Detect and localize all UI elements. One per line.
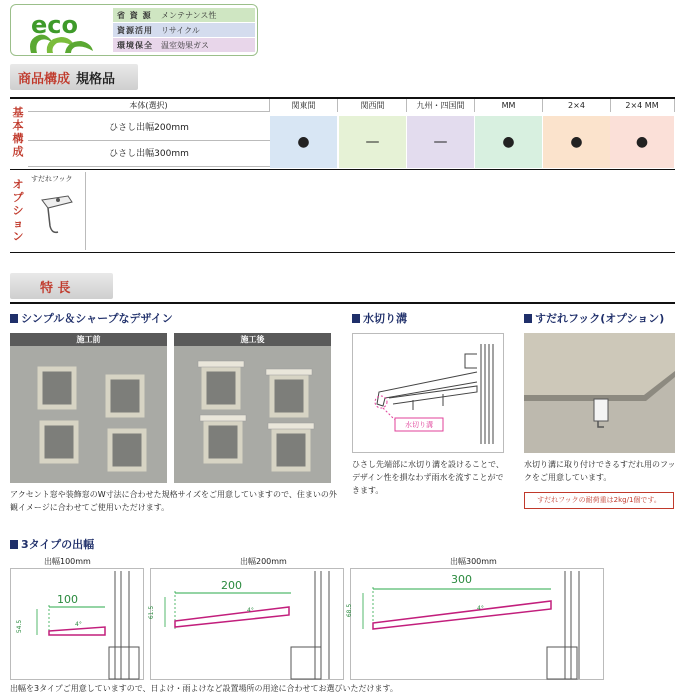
drip-diagram bbox=[352, 333, 504, 453]
col-mark-0: ● bbox=[270, 116, 338, 168]
hook-photo bbox=[524, 333, 675, 453]
hook-text: 水切り溝に取り付けできるすだれ用のフックをご用意しています。 bbox=[524, 460, 676, 482]
col-header-4: 2×4 bbox=[543, 99, 611, 112]
col-mark-5: ● bbox=[610, 116, 675, 168]
col-header-5: 2×4 MM bbox=[610, 99, 675, 112]
drip-title: 水切り溝 bbox=[352, 310, 407, 326]
basic-config-label: 基 本 構 成 bbox=[12, 106, 24, 158]
design-text: アクセント窓や装飾窓のW寸法に合わせた規格サイズをご用意していますので、住まいの外観イメージに合わせてご使用いただけます。 bbox=[10, 490, 337, 512]
design-title: シンプル＆シャープなデザイン bbox=[10, 310, 173, 326]
hook-icon bbox=[28, 186, 84, 248]
col-header-2: 九州・四国間 bbox=[407, 99, 475, 112]
divider bbox=[10, 252, 675, 253]
eco-row-recycle: 資源活用 リサイクル bbox=[113, 23, 255, 37]
col-mark-1: — bbox=[339, 116, 407, 168]
row-200mm: ひさし出幅200mm bbox=[28, 116, 270, 141]
col-header-3: MM bbox=[475, 99, 543, 112]
features-heading: 特 長 bbox=[10, 273, 113, 299]
widths-text: 出幅を3タイプご用意していますので、日よけ・雨よけなど設置場所の用途に合わせてお選びいただけます。 bbox=[10, 684, 398, 693]
dim-100: 100 bbox=[57, 593, 78, 606]
divider bbox=[10, 169, 675, 170]
hook-title: すだれフック(オプション) bbox=[524, 310, 664, 326]
after-photo: 施工後 bbox=[174, 333, 331, 483]
divider bbox=[10, 302, 675, 304]
before-photo: 施工前 bbox=[10, 333, 167, 483]
col-mark-3: ● bbox=[475, 116, 543, 168]
width-diagram-100 bbox=[10, 568, 144, 680]
eco-row-environment: 環境保全 温室効果ガス bbox=[113, 38, 255, 52]
width-caption-300: 出幅300mm bbox=[450, 557, 497, 566]
col-mark-2: — bbox=[407, 116, 475, 168]
col-header-0: 関東間 bbox=[270, 99, 338, 112]
width-caption-200: 出幅200mm bbox=[240, 557, 287, 566]
eco-row-resource: 省 資 源 メンテナンス性 bbox=[113, 8, 255, 22]
eco-logo bbox=[17, 9, 105, 53]
height-100: 54.5 bbox=[16, 619, 24, 634]
dim-200: 200 bbox=[221, 579, 242, 592]
dim-300: 300 bbox=[451, 573, 472, 586]
drip-text: ひさし先端部に水切り溝を設けることで、デザイン性を損なわず雨水を流すことができます。 bbox=[352, 460, 504, 495]
widths-title: 3タイプの出幅 bbox=[10, 536, 94, 552]
width-diagram-300 bbox=[346, 568, 604, 680]
svg-text:eco: eco bbox=[31, 11, 78, 39]
option-label: オ プ シ ョ ン bbox=[12, 178, 24, 243]
row-300mm: ひさし出幅300mm bbox=[28, 142, 270, 167]
option-sudare-hook: すだれフック bbox=[28, 172, 86, 250]
angle-200: 4° bbox=[247, 607, 254, 614]
hook-note: すだれフックの耐荷重は2kg/1個です。 bbox=[524, 492, 674, 509]
angle-300: 4° bbox=[477, 605, 484, 612]
product-config-heading: 商品構成 規格品 bbox=[10, 64, 138, 90]
height-300: 68.5 bbox=[346, 603, 354, 618]
eco-info-box bbox=[10, 4, 258, 56]
drip-label: 水切り溝 bbox=[405, 421, 433, 429]
width-diagram-200 bbox=[150, 568, 344, 680]
height-200: 61.5 bbox=[148, 605, 156, 620]
col-header-1: 関西間 bbox=[339, 99, 407, 112]
col-mark-4: ● bbox=[543, 116, 611, 168]
width-caption-100: 出幅100mm bbox=[44, 557, 91, 566]
body-select-header: 本体(選択) bbox=[28, 99, 270, 112]
angle-100: 4° bbox=[75, 621, 82, 628]
